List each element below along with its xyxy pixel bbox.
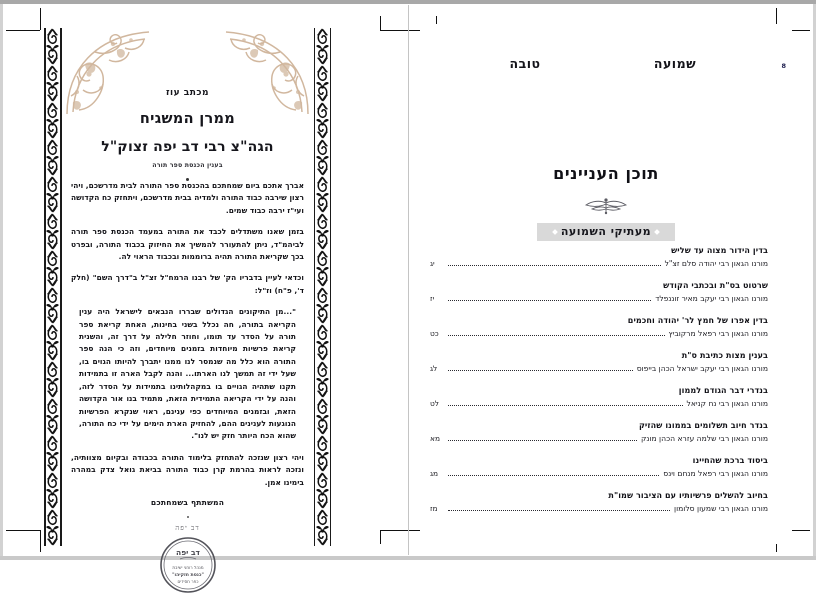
toc-entry-line [430,364,782,373]
section-banner-inner [537,223,675,241]
page-title: תוכן העניינים [553,164,659,183]
border-rule-right-inner [314,28,316,546]
toc-entry-author: מורנו הגאון רבי רפאל מרקוביץ [668,329,768,338]
toc-leader-dots [448,299,651,301]
decorative-flourish-icon [420,196,792,220]
toc-entry-line [430,329,782,338]
scan-edge-top [0,0,816,4]
toc-entry-page: לט [430,399,439,408]
banner-diamond-right-icon [654,229,660,235]
crop-mark-top-center-left [380,8,410,38]
toc-entry-topic: בדין הידור מצוה עד שליש [671,246,768,255]
toc-entry[interactable] [430,491,782,513]
svg-text:"כנסת חזקיהו": "כנסת חזקיהו" [171,572,204,578]
toc-entry-line [430,399,782,408]
letter-signature-line: המשתתף בשמחתכם [150,497,225,507]
scan-edge-left [0,4,3,556]
letter-heading-subtitle: בענין הכנסת ספר תורה [152,162,223,169]
letter-heading-line1: מכתב עוז [165,88,210,98]
toc-entry[interactable] [430,316,782,338]
toc-entry[interactable] [430,246,782,268]
toc-entry-line [430,294,782,303]
toc-entry-page: מא [430,434,440,443]
toc-entry-line [430,469,782,478]
toc-entry-author: מורנו הגאון רבי נח קניאל [686,399,768,408]
border-rule-right-outer [330,28,332,546]
toc-entry-page: כט [430,329,439,338]
toc-entry-page: יז [430,294,435,303]
running-head-word-right: שמועה [653,56,697,71]
toc-entry-topic: בנדרי דבר הגודם לממון [678,386,768,395]
svg-text:דב יפה: דב יפה [175,547,200,557]
toc-entry-line [430,504,782,513]
approbation-letter-page [44,28,331,584]
crop-mark-bottom-left [6,522,46,552]
signature-separator-dot [187,516,189,518]
letter-quoted-paragraph: "...מן התיקונים הגדולים שבררו הנבאים לישראל היה ענין הקריאה בתורה, חה נכלל בשני בחינות, האחת קריאת ספר תורה על הסדר עד תומו, וחוזר חלילה על דרך זה, והשנית קריאת פרשיות מיוחדות בזמנים מיוחדים, וזה כי הנה ספר התורה הוא כלל מה שנמסר לנו ממנו יתברך להיותו הגוים בו, שעל ידי זה תמשך לנו הארתו... והנה לקבל הארה זו בתמידות תקנו שתהיה הגויים בו במקהלותינו בתמידות על הסדר לזה, והנה על ידי הקריאה התמידית הזאת, מתמיד בנו אור הקדושה הזאת, ובזמנים המיוחדים כפי ענינם, ראוי שנקרא הפרשיות הנוגעות לענינים ההם, להחזיק הארת הימים על ידי כח התורה, שהוא הכח היותר חזק יש לנו". [79,307,296,441]
border-rule-left-outer [44,28,46,546]
ornamental-border-left [44,28,61,546]
toc-entry-author: מורנו הגאון רבי יהודה סלם זצ"ל [664,259,768,268]
toc-entry-topic: בחיוב להשלים פרשיותיו עם הציבור שמו"ת [608,491,768,500]
toc-leader-dots [448,264,661,266]
rabbinical-round-stamp [158,535,218,595]
toc-entry-author: מורנו הגאון רבי שמעון סלומון [674,504,768,513]
toc-entry-author: מורנו הגאון רבי יעקב מאיר זוננפלד [655,294,768,303]
toc-leader-dots [448,474,659,476]
running-head-word-left: טובה [509,56,541,71]
banner-diamond-left-icon [552,229,558,235]
letter-heading [65,88,310,181]
toc-leader-dots [448,509,670,511]
toc-entry[interactable] [430,386,782,408]
toc-entry[interactable] [430,456,782,478]
crop-mark-bottom-center-left [380,522,410,552]
ornamental-border-right [314,28,331,546]
letter-content-area [65,28,310,584]
toc-leader-dots [448,334,665,336]
toc-entry-topic: ביסוד ברכת שהחיינו [692,456,768,465]
toc-entry-page: יג [430,259,435,268]
toc-entry-author: מורנו הגאון רבי רפאל מנחם וינס [663,469,768,478]
toc-entry[interactable] [430,281,782,303]
letter-paragraph: בזמן שאנו משתדלים לכבד את התורה במעמד הכנסת ספר תורה לביהמ"ד, ניתן להתעורר להמשיך את החיזוק בכבוד התורה, ובפרט בכך שקריאת התורה תהיה ברוממות ובכבוד הראוי לה. [71,227,304,262]
letter-body [71,180,304,595]
toc-entry-page: מז [430,504,438,513]
section-banner [420,220,792,241]
toc-leader-dots [448,369,633,371]
page-spine-divider [408,5,409,555]
svg-text:מנהל רוחני ישיבת: מנהל רוחני ישיבת [171,564,204,570]
toc-list [430,246,782,526]
letter-heading-line3: הגה"צ רבי דב יפה זצוק"ל [101,139,274,155]
toc-leader-dots [448,439,637,441]
toc-leader-dots [448,404,683,406]
letter-paragraph: וכדאי לעיין בדבריו הק' של רבנו הרמח"ל זצ"ל ב"דרך השם" (חלק ד', פ"ח) וז"ל: [71,273,304,295]
toc-entry-page: מג [430,469,439,478]
folio-number: 8 [781,62,786,70]
toc-entry[interactable] [430,421,782,443]
toc-entry[interactable] [430,351,782,373]
toc-entry-line [430,259,782,268]
letter-paragraph: אברך אתכם ביום שמחתכם בהכנסת ספר התורה לבית מדרשכם, ויהי רצון שירבה כבוד התורה ולמדיה בבית מדרשכם, ויתחזק כח הקדושה ועי"ז ירבה כבוד שמים. [71,181,304,215]
toc-entry-topic: שרטוט בס"ת ובכתבי הקודש [663,281,768,290]
toc-entry-page: לג [430,364,438,373]
letter-heading-line2: ממרן המשגיח [139,111,236,127]
letter-paragraph: ויהי רצון שנזכה להתחזק בלימוד התורה בכבודה ובקיום מצוותיה, ונזכה לראות בהרמת קרן כבוד התורה בביאת גואל צדק במהרה בימינו אמן. [71,452,304,487]
section-title: מעתיקי השמועה [560,225,652,238]
toc-entry-topic: בענין מצות כתיבת ס"ת [681,351,768,360]
toc-entry-line [430,434,782,443]
handwritten-signature: דב יפה [175,523,200,532]
border-rule-left-inner [60,28,62,546]
running-head [420,56,792,71]
crop-mark-top-left [6,8,46,38]
toc-entry-topic: בדין אפרו של חמץ לר' יהודה וחכמים [627,316,768,325]
toc-entry-topic: בנדר חיוב תשלומים בממונו שהזיק [638,421,768,430]
toc-entry-author: מורנו הגאון רבי שלמה עזרא הכהן מונק [640,434,768,443]
toc-entry-author: מורנו הגאון רבי יעקב ישראל הכהן בייפוס [636,364,768,373]
table-of-contents-page [420,24,792,544]
svg-text:כפר חסידים: כפר חסידים [177,578,198,584]
